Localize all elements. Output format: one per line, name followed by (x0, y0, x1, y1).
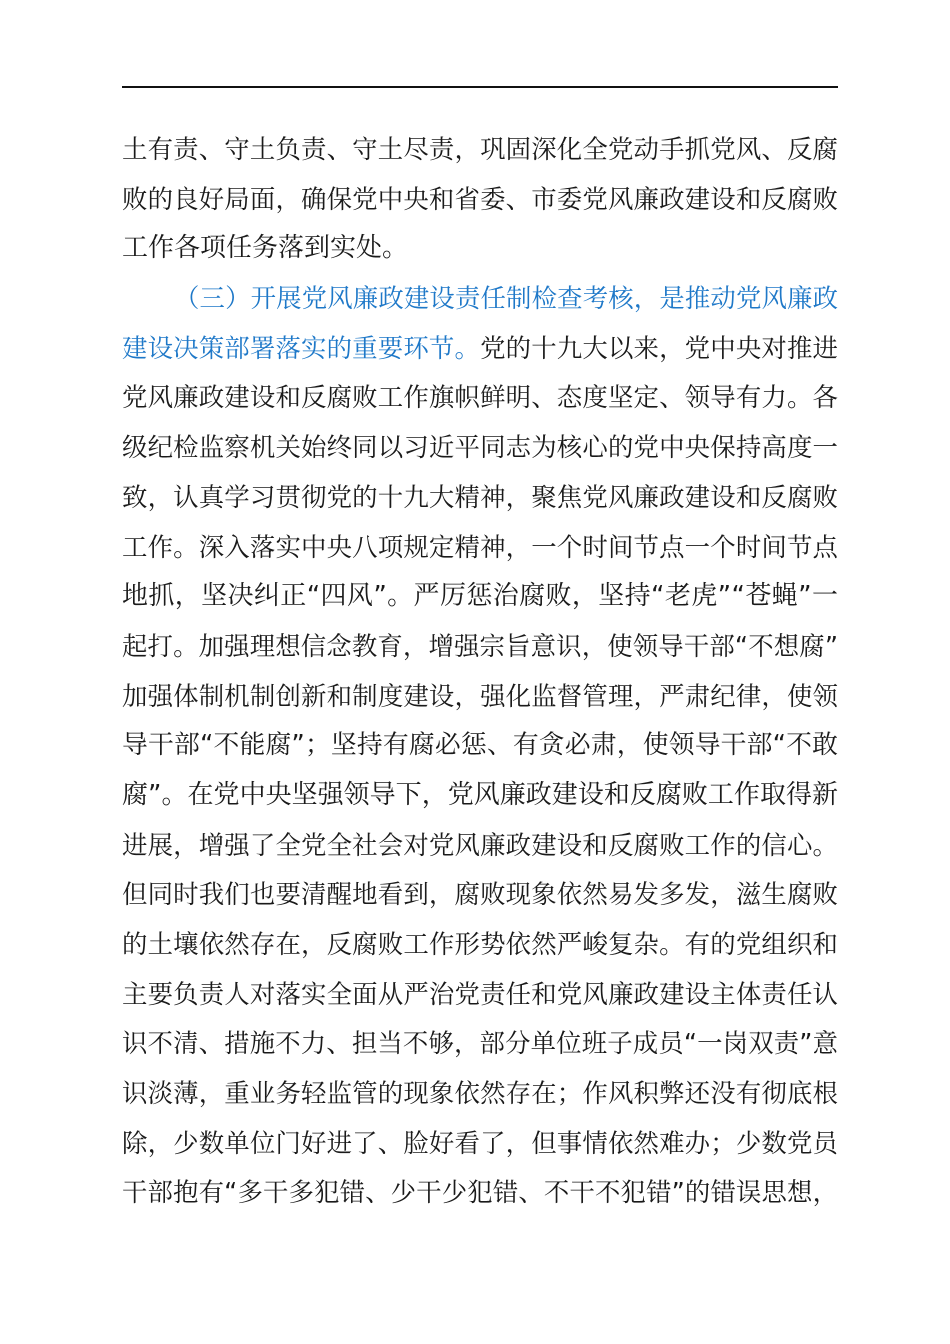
text-line-22 (122, 1168, 838, 1218)
text-line-6 (122, 373, 838, 423)
line-text: 进展，增强了全党全社会对党风廉政建设和反腐败工作的信心。 (122, 829, 838, 860)
text-line-13 (122, 721, 838, 771)
line-text: 干部抱有“多干多犯错、少干少犯错、不干不犯错”的错误思想， (122, 1177, 838, 1208)
text-line-7 (122, 423, 838, 473)
line-text: 工作。深入落实中央八项规定精神，一个时间节点一个时间节点 (122, 531, 838, 562)
document-body (122, 125, 838, 1218)
line-text: 级纪检监察机关始终同以习近平同志为核心的党中央保持高度一 (122, 432, 838, 463)
line-text: 识淡薄，重业务轻监管的现象依然存在；作风积弊还没有彻底根 (122, 1078, 838, 1109)
text-line-8 (122, 473, 838, 523)
section-heading: 建设决策部署落实的重要环节。 (122, 332, 481, 363)
text-line-9 (122, 523, 838, 573)
line-text: 主要负责人对落实全面从严治党责任和党风廉政建设主体责任认 (122, 978, 838, 1009)
text-line-2 (122, 175, 838, 225)
line-text: 党的十九大以来，党中央对推进 (480, 332, 838, 363)
line-text: 加强体制机制创新和制度建设，强化监督管理，严肃纪律，使领 (122, 680, 838, 711)
text-line-15 (122, 821, 838, 871)
line-text: 地抓，坚决纠正“四风”。严厉惩治腐败，坚持“老虎”“苍蝇”一 (122, 581, 838, 612)
text-line-18 (122, 970, 838, 1020)
line-text: 导干部“不能腐”；坚持有腐必惩、有贪必肃，使领导干部“不敢 (122, 730, 838, 761)
text-line-5 (122, 324, 838, 374)
text-line-21 (122, 1119, 838, 1169)
line-text: 起打。加强理想信念教育，增强宗旨意识，使领导干部“不想腐” (122, 630, 838, 661)
text-line-19 (122, 1019, 838, 1069)
section-heading: （三）开展党风廉政建设责任制检查考核，是推动党风廉政 (174, 283, 838, 314)
line-text: 土有责、守土负责、守土尽责，巩固深化全党动手抓党风、反腐 (122, 134, 838, 164)
line-text: 但同时我们也要清醒地看到，腐败现象依然易发多发，滋生腐败 (122, 879, 838, 910)
text-line-16 (122, 870, 838, 920)
text-line-14 (122, 771, 838, 821)
line-text: 败的良好局面，确保党中央和省委、市委党风廉政建设和反腐败 (122, 183, 838, 214)
line-text: 工作各项任务落到实处。 (122, 233, 409, 264)
text-line-1 (122, 125, 838, 175)
text-line-17 (122, 920, 838, 970)
line-text: 致，认真学习贯彻党的十九大精神，聚焦党风廉政建设和反腐败 (122, 481, 838, 512)
text-line-11 (122, 622, 838, 672)
line-text: 的土壤依然存在，反腐败工作形势依然严峻复杂。有的党组织和 (122, 929, 838, 959)
line-text: 党风廉政建设和反腐败工作旗帜鲜明、态度坚定、领导有力。各 (122, 382, 838, 413)
line-text: 除，少数单位门好进了、脸好看了，但事情依然难办；少数党员 (122, 1127, 838, 1158)
text-line-20 (122, 1069, 838, 1119)
text-line-3 (122, 224, 838, 274)
header-rule (122, 86, 838, 88)
text-line-12 (122, 672, 838, 722)
text-line-4 (122, 274, 838, 324)
line-text: 识不清、措施不力、担当不够，部分单位班子成员“一岗双责”意 (122, 1028, 838, 1059)
line-text: 腐”。在党中央坚强领导下，党风廉政建设和反腐败工作取得新 (122, 779, 838, 810)
text-line-10 (122, 572, 838, 622)
